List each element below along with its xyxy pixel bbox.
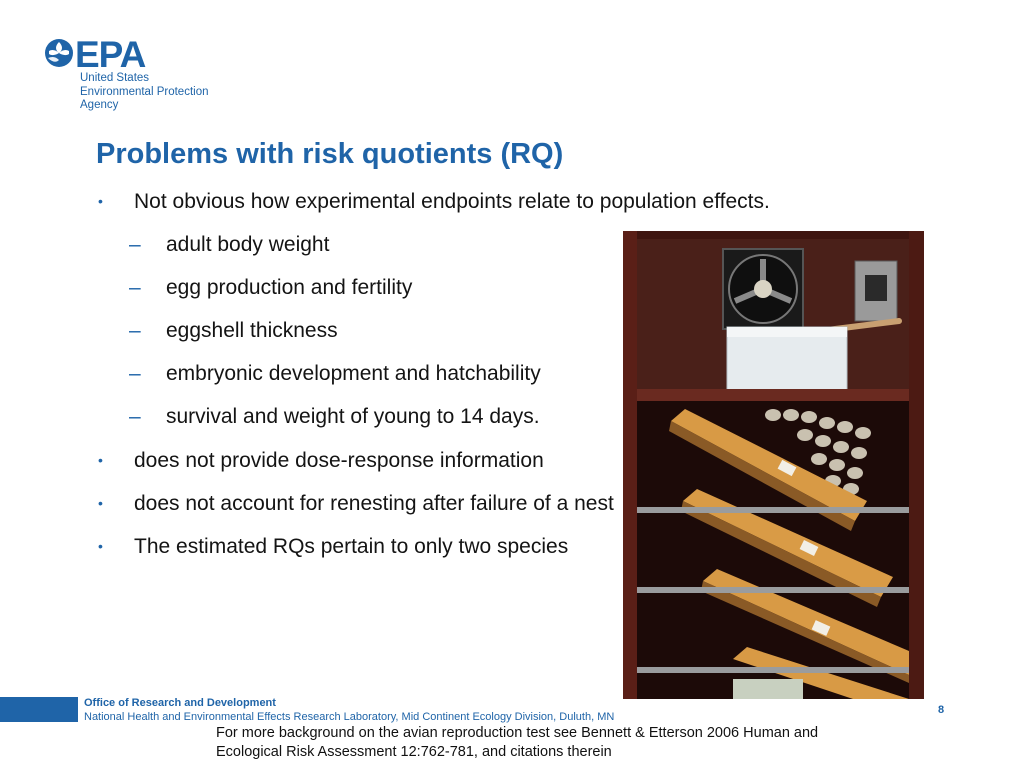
sub-bullet-item xyxy=(129,404,540,430)
slide-title: Problems with risk quotients (RQ) xyxy=(96,138,564,170)
epa-wordmark: EPA xyxy=(75,36,146,72)
agency-name: United States Environmental Protection Agency xyxy=(80,72,209,111)
sub-bullet-text: adult body weight xyxy=(166,233,330,256)
sub-bullet-marker: – xyxy=(129,362,141,385)
footer-accent-bar xyxy=(0,697,78,722)
reference-note: For more background on the avian reproduction test see Bennett & Etterson 2006 Human and Ecological Risk Assessment 12:762-781, and citations therein xyxy=(216,725,819,760)
bullet-item xyxy=(98,448,544,474)
incubator-illustration xyxy=(623,231,924,699)
sub-bullet-marker: – xyxy=(129,276,141,299)
sub-bullet-item xyxy=(129,275,413,301)
epa-logo xyxy=(44,36,244,116)
bullet-text: The estimated RQs pertain to only two species xyxy=(134,535,569,558)
bullet-marker: • xyxy=(98,452,103,468)
sub-bullet-text: egg production and fertility xyxy=(166,276,413,299)
incubator-photo xyxy=(623,231,924,699)
epa-logo-mark xyxy=(44,36,174,72)
footer-lab: National Health and Environmental Effects Research Laboratory, Mid Continent Ecology Division, Duluth, MN xyxy=(84,711,615,723)
sub-bullet-text: survival and weight of young to 14 days. xyxy=(166,405,540,428)
bullet-item xyxy=(98,189,770,215)
bullet-item xyxy=(98,491,614,517)
sub-bullet-item xyxy=(129,361,541,387)
bullet-marker: • xyxy=(98,193,103,209)
sub-bullet-text: embryonic development and hatchability xyxy=(166,362,541,385)
bullet-text: does not account for renesting after failure of a nest xyxy=(134,492,614,515)
page-number: 8 xyxy=(938,704,945,716)
sub-bullet-text: eggshell thickness xyxy=(166,319,338,342)
bullet-item xyxy=(98,534,569,560)
sub-bullet-marker: – xyxy=(129,319,141,342)
sub-bullet-item xyxy=(129,232,330,258)
bullet-marker: • xyxy=(98,495,103,511)
sub-bullet-marker: – xyxy=(129,233,141,256)
footer-office: Office of Research and Development xyxy=(84,697,276,709)
sub-bullet-item xyxy=(129,318,338,344)
bullet-text: Not obvious how experimental endpoints relate to population effects. xyxy=(134,190,770,213)
bullet-text: does not provide dose-response information xyxy=(134,449,544,472)
sub-bullet-marker: – xyxy=(129,405,141,428)
bullet-marker: • xyxy=(98,538,103,554)
